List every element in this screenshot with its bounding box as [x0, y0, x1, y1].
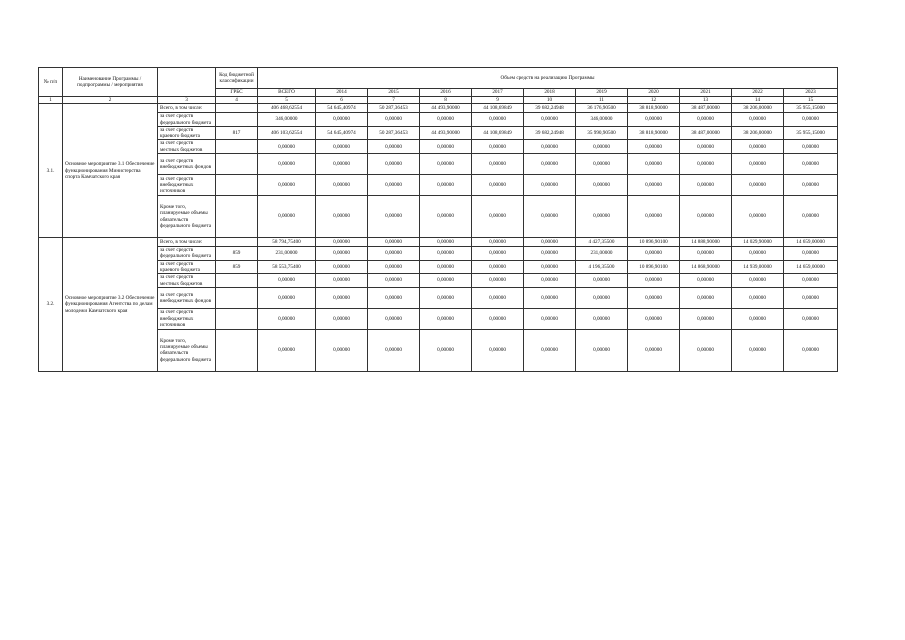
amount-cell: 0,00000	[258, 196, 316, 238]
amount-cell: 0,00000	[316, 308, 368, 329]
amount-cell: 0,00000	[628, 329, 680, 371]
amount-cell: 38 818,90000	[628, 104, 680, 113]
amount-cell: 0,00000	[472, 113, 524, 127]
amount-cell: 0,00000	[316, 113, 368, 127]
grbs-code: 859	[216, 260, 258, 274]
grbs-code: 859	[216, 247, 258, 261]
column-index: 3	[158, 97, 216, 104]
amount-cell: 58 794,75400	[258, 238, 316, 247]
amount-cell: 0,00000	[420, 196, 472, 238]
amount-cell: 4 196,35500	[576, 260, 628, 274]
amount-cell: 231,00000	[258, 247, 316, 261]
grbs-code	[216, 238, 258, 247]
amount-cell: 0,00000	[628, 140, 680, 154]
funding-source-label: Кроме того, планируемые объемы обязательств федерального бюджета	[158, 329, 216, 371]
amount-cell: 0,00000	[680, 196, 732, 238]
amount-cell: 14 888,90000	[680, 238, 732, 247]
header-year: 2018	[524, 89, 576, 97]
table-row	[39, 308, 838, 329]
amount-cell: 0,00000	[258, 308, 316, 329]
header-year: ВСЕГО	[258, 89, 316, 97]
header-year: 2020	[628, 89, 680, 97]
amount-cell: 0,00000	[732, 140, 784, 154]
amount-cell: 4 427,35500	[576, 238, 628, 247]
funding-source-label: Всего, в том числе:	[158, 238, 216, 247]
grbs-code	[216, 154, 258, 175]
amount-cell: 0,00000	[368, 140, 420, 154]
funding-source-label: за счет средств краевого бюджета	[158, 126, 216, 140]
header-year: 2017	[472, 89, 524, 97]
funding-source-label: за счет средств местных бюджетов	[158, 274, 216, 288]
amount-cell: 58 553,75400	[258, 260, 316, 274]
amount-cell: 0,00000	[420, 247, 472, 261]
grbs-code	[216, 175, 258, 196]
amount-cell: 0,00000	[316, 287, 368, 308]
amount-cell: 0,00000	[680, 113, 732, 127]
section-name: Основное мероприятие 3.2 Обеспечение функционирования Агентства по делам молодежи Камчатского края	[63, 238, 158, 372]
amount-cell: 44 108,69849	[472, 104, 524, 113]
amount-cell: 38 487,00000	[680, 126, 732, 140]
amount-cell: 39 682,24948	[524, 126, 576, 140]
amount-cell: 0,00000	[680, 247, 732, 261]
amount-cell: 0,00000	[524, 154, 576, 175]
header-year: 2014	[316, 89, 368, 97]
amount-cell: 0,00000	[472, 329, 524, 371]
amount-cell: 0,00000	[680, 175, 732, 196]
funding-source-label: за счет средств федерального бюджета	[158, 247, 216, 261]
amount-cell: 0,00000	[784, 113, 838, 127]
amount-cell: 406 103,62554	[258, 126, 316, 140]
amount-cell: 0,00000	[732, 247, 784, 261]
amount-cell: 44 493,90000	[420, 126, 472, 140]
amount-cell: 0,00000	[420, 113, 472, 127]
table-row	[39, 260, 838, 274]
grbs-code	[216, 113, 258, 127]
header-code: Код бюджетной классификации	[216, 68, 258, 89]
amount-cell: 0,00000	[524, 113, 576, 127]
amount-cell: 35 955,15000	[784, 126, 838, 140]
header-grbs: ГРБС	[216, 89, 258, 97]
amount-cell: 0,00000	[576, 329, 628, 371]
column-index: 7	[368, 97, 420, 104]
amount-cell: 0,00000	[628, 274, 680, 288]
amount-cell: 38 206,00000	[732, 104, 784, 113]
amount-cell: 44 108,69849	[472, 126, 524, 140]
header-year: 2021	[680, 89, 732, 97]
amount-cell: 38 206,00000	[732, 126, 784, 140]
table-row	[39, 247, 838, 261]
funding-source-label: за счет средств внебюджетных фондов	[158, 154, 216, 175]
amount-cell: 0,00000	[316, 260, 368, 274]
table-row	[39, 238, 838, 247]
grbs-code	[216, 329, 258, 371]
amount-cell: 0,00000	[258, 287, 316, 308]
amount-cell: 0,00000	[576, 287, 628, 308]
amount-cell: 0,00000	[472, 247, 524, 261]
amount-cell: 0,00000	[524, 140, 576, 154]
amount-cell: 0,00000	[524, 308, 576, 329]
index-row	[39, 97, 838, 104]
grbs-code: 817	[216, 126, 258, 140]
column-index: 10	[524, 97, 576, 104]
amount-cell: 14 939,00000	[732, 260, 784, 274]
table-body	[39, 104, 838, 372]
amount-cell: 0,00000	[732, 154, 784, 175]
table-row	[39, 196, 838, 238]
header-blank	[158, 68, 216, 97]
amount-cell: 0,00000	[258, 175, 316, 196]
funding-source-label: за счет средств внебюджетных фондов	[158, 287, 216, 308]
amount-cell: 0,00000	[258, 329, 316, 371]
amount-cell: 0,00000	[524, 247, 576, 261]
amount-cell: 0,00000	[420, 175, 472, 196]
amount-cell: 0,00000	[316, 238, 368, 247]
amount-cell: 0,00000	[524, 329, 576, 371]
amount-cell: 0,00000	[628, 247, 680, 261]
table-row	[39, 175, 838, 196]
header-year: 2019	[576, 89, 628, 97]
header-num: № п/п	[39, 68, 63, 97]
amount-cell: 0,00000	[368, 308, 420, 329]
amount-cell: 0,00000	[576, 140, 628, 154]
amount-cell: 346,00000	[258, 113, 316, 127]
amount-cell: 0,00000	[732, 287, 784, 308]
amount-cell: 0,00000	[524, 260, 576, 274]
table-row	[39, 104, 838, 113]
grbs-code	[216, 308, 258, 329]
amount-cell: 346,00000	[576, 113, 628, 127]
column-index: 9	[472, 97, 524, 104]
amount-cell: 0,00000	[680, 154, 732, 175]
amount-cell: 0,00000	[680, 329, 732, 371]
funding-source-label: за счет средств внебюджетных источников	[158, 175, 216, 196]
budget-table	[38, 67, 838, 372]
amount-cell: 0,00000	[732, 196, 784, 238]
header-name: Наименование Программы / подпрограммы / мероприятия	[63, 68, 158, 97]
amount-cell: 0,00000	[680, 287, 732, 308]
funding-source-label: за счет средств краевого бюджета	[158, 260, 216, 274]
amount-cell: 0,00000	[316, 274, 368, 288]
amount-cell: 14 659,00000	[784, 260, 838, 274]
amount-cell: 0,00000	[472, 287, 524, 308]
amount-cell: 14 868,90000	[680, 260, 732, 274]
column-index: 4	[216, 97, 258, 104]
amount-cell: 0,00000	[368, 260, 420, 274]
amount-cell: 0,00000	[316, 247, 368, 261]
amount-cell: 10 896,90100	[628, 238, 680, 247]
amount-cell: 0,00000	[784, 196, 838, 238]
funding-source-label: за счет средств местных бюджетов	[158, 140, 216, 154]
amount-cell: 35 990,90500	[576, 126, 628, 140]
amount-cell: 0,00000	[576, 175, 628, 196]
amount-cell: 0,00000	[784, 175, 838, 196]
amount-cell: 0,00000	[472, 308, 524, 329]
table-row	[39, 154, 838, 175]
section-number: 3.1.	[39, 104, 63, 238]
funding-source-label: Кроме того, планируемые объемы обязательств федерального бюджета	[158, 196, 216, 238]
amount-cell: 0,00000	[628, 113, 680, 127]
amount-cell: 44 493,90000	[420, 104, 472, 113]
funding-source-label: за счет средств федерального бюджета	[158, 113, 216, 127]
header-year: 2023	[784, 89, 838, 97]
amount-cell: 0,00000	[368, 238, 420, 247]
header-volume: Объем средств на реализацию Программы	[258, 68, 838, 89]
header-year: 2022	[732, 89, 784, 97]
amount-cell: 0,00000	[524, 196, 576, 238]
amount-cell: 0,00000	[784, 247, 838, 261]
amount-cell: 0,00000	[420, 308, 472, 329]
amount-cell: 0,00000	[368, 274, 420, 288]
amount-cell: 0,00000	[732, 308, 784, 329]
funding-source-label: за счет средств внебюджетных источников	[158, 308, 216, 329]
table-row	[39, 140, 838, 154]
amount-cell: 0,00000	[316, 329, 368, 371]
column-index: 5	[258, 97, 316, 104]
column-index: 15	[784, 97, 838, 104]
amount-cell: 0,00000	[420, 260, 472, 274]
amount-cell: 0,00000	[628, 175, 680, 196]
amount-cell: 0,00000	[732, 175, 784, 196]
amount-cell: 231,00000	[576, 247, 628, 261]
amount-cell: 0,00000	[472, 196, 524, 238]
amount-cell: 0,00000	[784, 287, 838, 308]
amount-cell: 0,00000	[368, 196, 420, 238]
amount-cell: 10 896,90100	[628, 260, 680, 274]
section-name: Основное мероприятие 3.1 Обеспечение функционирования Министерства спорта Камчатского края	[63, 104, 158, 238]
header-year: 2015	[368, 89, 420, 97]
amount-cell: 0,00000	[732, 113, 784, 127]
amount-cell: 39 682,24948	[524, 104, 576, 113]
amount-cell: 0,00000	[316, 154, 368, 175]
header-year: 2016	[420, 89, 472, 97]
amount-cell: 0,00000	[784, 308, 838, 329]
amount-cell: 0,00000	[784, 274, 838, 288]
amount-cell: 0,00000	[576, 308, 628, 329]
table-row	[39, 126, 838, 140]
amount-cell: 0,00000	[472, 175, 524, 196]
amount-cell: 0,00000	[576, 154, 628, 175]
amount-cell: 0,00000	[524, 274, 576, 288]
grbs-code	[216, 140, 258, 154]
amount-cell: 0,00000	[524, 175, 576, 196]
grbs-code	[216, 287, 258, 308]
column-index: 2	[63, 97, 158, 104]
amount-cell: 0,00000	[316, 140, 368, 154]
amount-cell: 0,00000	[732, 329, 784, 371]
grbs-code	[216, 104, 258, 113]
grbs-code	[216, 196, 258, 238]
amount-cell: 0,00000	[368, 154, 420, 175]
amount-cell: 0,00000	[680, 308, 732, 329]
amount-cell: 0,00000	[420, 274, 472, 288]
amount-cell: 0,00000	[420, 329, 472, 371]
amount-cell: 0,00000	[472, 154, 524, 175]
amount-cell: 406 468,62554	[258, 104, 316, 113]
amount-cell: 0,00000	[368, 175, 420, 196]
amount-cell: 0,00000	[420, 154, 472, 175]
column-index: 13	[680, 97, 732, 104]
amount-cell: 0,00000	[420, 238, 472, 247]
amount-cell: 0,00000	[784, 154, 838, 175]
column-index: 1	[39, 97, 63, 104]
column-index: 12	[628, 97, 680, 104]
amount-cell: 0,00000	[524, 287, 576, 308]
section-number: 3.2.	[39, 238, 63, 372]
amount-cell: 0,00000	[472, 238, 524, 247]
amount-cell: 0,00000	[420, 140, 472, 154]
amount-cell: 36 176,90500	[576, 104, 628, 113]
amount-cell: 0,00000	[628, 308, 680, 329]
amount-cell: 0,00000	[316, 196, 368, 238]
amount-cell: 38 818,90000	[628, 126, 680, 140]
funding-source-label: Всего, в том числе:	[158, 104, 216, 113]
amount-cell: 50 287,36453	[368, 104, 420, 113]
amount-cell: 0,00000	[576, 196, 628, 238]
amount-cell: 54 645,40974	[316, 126, 368, 140]
amount-cell: 0,00000	[784, 329, 838, 371]
amount-cell: 0,00000	[628, 287, 680, 308]
amount-cell: 54 645,40974	[316, 104, 368, 113]
grbs-code	[216, 274, 258, 288]
amount-cell: 50 287,36453	[368, 126, 420, 140]
amount-cell: 0,00000	[258, 274, 316, 288]
amount-cell: 14 659,00000	[784, 238, 838, 247]
amount-cell: 0,00000	[420, 287, 472, 308]
amount-cell: 0,00000	[628, 196, 680, 238]
amount-cell: 0,00000	[472, 274, 524, 288]
table-row	[39, 113, 838, 127]
amount-cell: 0,00000	[368, 247, 420, 261]
amount-cell: 0,00000	[628, 154, 680, 175]
table-row	[39, 287, 838, 308]
amount-cell: 0,00000	[524, 238, 576, 247]
column-index: 14	[732, 97, 784, 104]
amount-cell: 38 487,00000	[680, 104, 732, 113]
column-index: 6	[316, 97, 368, 104]
amount-cell: 0,00000	[258, 154, 316, 175]
column-index: 11	[576, 97, 628, 104]
amount-cell: 0,00000	[680, 274, 732, 288]
amount-cell: 0,00000	[368, 113, 420, 127]
amount-cell: 0,00000	[732, 274, 784, 288]
amount-cell: 0,00000	[680, 140, 732, 154]
amount-cell: 35 955,15000	[784, 104, 838, 113]
amount-cell: 0,00000	[472, 140, 524, 154]
amount-cell: 14 029,90000	[732, 238, 784, 247]
amount-cell: 0,00000	[368, 329, 420, 371]
table-row	[39, 329, 838, 371]
amount-cell: 0,00000	[258, 140, 316, 154]
table-row	[39, 274, 838, 288]
amount-cell: 0,00000	[368, 287, 420, 308]
amount-cell: 0,00000	[784, 140, 838, 154]
column-index: 8	[420, 97, 472, 104]
amount-cell: 0,00000	[576, 274, 628, 288]
amount-cell: 0,00000	[472, 260, 524, 274]
amount-cell: 0,00000	[316, 175, 368, 196]
